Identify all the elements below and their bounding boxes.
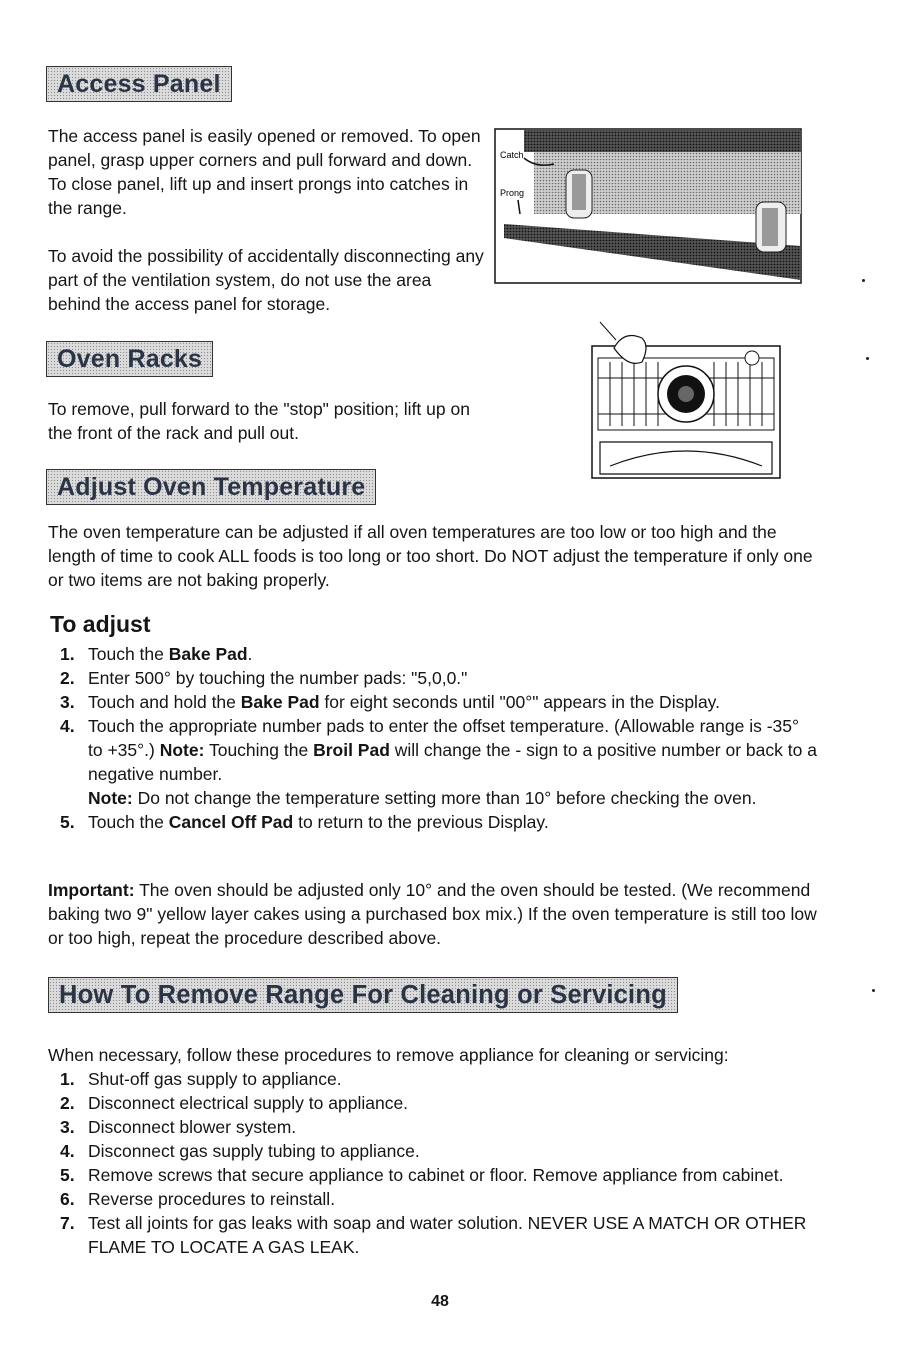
note-label: Note:: [88, 788, 133, 808]
step-bold: Cancel Off Pad: [168, 812, 294, 832]
step-number: 7.: [60, 1213, 75, 1233]
step-text: Touch the: [88, 644, 169, 664]
step-number: 3.: [60, 692, 75, 712]
list-item: [48, 1115, 818, 1139]
step-text: Disconnect gas supply tubing to appliance.: [88, 1141, 420, 1161]
step-number: 1.: [60, 1069, 75, 1089]
step-bold: Note:: [159, 740, 205, 760]
list-item: [48, 714, 818, 810]
step-number: 5.: [60, 1165, 75, 1185]
list-item: [48, 690, 818, 714]
prong-label: Prong: [500, 188, 525, 198]
adjust-temp-paragraph: [48, 520, 818, 592]
important-text: The oven should be adjusted only 10° and the oven should be tested. (We recommend baking two 9" yellow layer cakes using a purchased box mix.) If the oven temperature is still too low or too high, repeat the procedure described above.: [48, 880, 817, 948]
step-number: 2.: [60, 1093, 75, 1113]
section-heading-oven-racks: Oven Racks: [46, 341, 213, 377]
step-text: Test all joints for gas leaks with soap and water solution. NEVER USE A MATCH OR OTHER FLAME TO LOCATE A GAS LEAK.: [88, 1213, 807, 1257]
section-heading-remove-range: How To Remove Range For Cleaning or Servicing: [48, 977, 678, 1013]
remove-range-steps-list: [48, 1067, 818, 1259]
step-text: Shut-off gas supply to appliance.: [88, 1069, 342, 1089]
step-text: Disconnect electrical supply to appliance.: [88, 1093, 409, 1113]
remove-range-intro: [48, 1043, 828, 1067]
step-number: 4.: [60, 716, 75, 736]
list-item: [48, 1211, 818, 1259]
step-number: 2.: [60, 668, 75, 688]
scan-speck: [872, 989, 875, 992]
step-text: Touch and hold the: [88, 692, 241, 712]
step-text: will change the - sign to a positive number or back to a negative number.: [88, 740, 817, 784]
oven-rack-illustration: [580, 318, 790, 486]
step-number: 3.: [60, 1117, 75, 1137]
step-text: Touching the: [204, 740, 314, 760]
page-number: 48: [431, 1293, 449, 1310]
important-paragraph: [48, 878, 818, 950]
step-text: Disconnect blower system.: [88, 1117, 297, 1137]
step-text: for eight seconds until "00°" appears in the Display.: [319, 692, 720, 712]
step-number: 4.: [60, 1141, 75, 1161]
step-text: Touch the: [88, 812, 169, 832]
remove-range-intro-text: When necessary, follow these procedures to remove appliance for cleaning or servicing:: [48, 1045, 729, 1065]
access-panel-paragraph-2: [48, 244, 488, 316]
section-heading-access-panel: Access Panel: [46, 66, 232, 102]
list-item: [48, 666, 818, 690]
access-panel-paragraph-1: [48, 124, 488, 220]
step-text: .: [247, 644, 253, 664]
list-item: [48, 810, 818, 834]
step-text: Enter 500° by touching the number pads: "5,0,0.": [88, 668, 468, 688]
oven-racks-text: To remove, pull forward to the "stop" position; lift up on the front of the rack and pull out.: [48, 399, 470, 443]
access-panel-illustration: [494, 128, 804, 286]
access-panel-text-1: The access panel is easily opened or removed. To open panel, grasp upper corners and pull forward and down. To close panel, lift up and insert prongs into catches in the range.: [48, 126, 481, 218]
step-number: 6.: [60, 1189, 75, 1209]
step-number: 1.: [60, 644, 75, 664]
step-bold: Broil Pad: [313, 740, 390, 760]
important-label: Important:: [48, 880, 135, 900]
step-text: Remove screws that secure appliance to cabinet or floor. Remove appliance from cabinet.: [88, 1165, 784, 1185]
to-adjust-subheading: To adjust: [50, 611, 151, 637]
scan-speck: [866, 357, 869, 360]
access-panel-text-2: To avoid the possibility of accidentally disconnecting any part of the ventilation system, do not use the area behind the access panel for storage.: [48, 246, 484, 314]
step-bold: Bake Pad: [168, 644, 248, 664]
list-item: [48, 1091, 818, 1115]
adjust-steps-list: [48, 642, 818, 834]
list-item: [48, 1067, 818, 1091]
scan-speck: [862, 279, 865, 282]
step-text: Reverse procedures to reinstall.: [88, 1189, 336, 1209]
step-number: 5.: [60, 812, 75, 832]
step-bold: Bake Pad: [240, 692, 320, 712]
list-item: [48, 1187, 818, 1211]
step-text: to return to the previous Display.: [293, 812, 549, 832]
list-item: [48, 1163, 818, 1187]
step-text: Touch the appropriate number pads to enter the offset temperature. (Allowable range is -35° to +35°.): [88, 716, 799, 760]
note-text: Do not change the temperature setting more than 10° before checking the oven.: [132, 788, 757, 808]
adjust-temp-text: The oven temperature can be adjusted if all oven temperatures are too low or too high and the length of time to cook ALL foods is too long or too short. Do NOT adjust the temperature if only one or two items are not baking properly.: [48, 522, 813, 590]
section-heading-adjust-oven-temperature: Adjust Oven Temperature: [46, 469, 376, 505]
list-item: [48, 1139, 818, 1163]
oven-racks-paragraph: [48, 397, 498, 445]
list-item: [48, 642, 818, 666]
catch-label: Catch: [500, 150, 524, 160]
